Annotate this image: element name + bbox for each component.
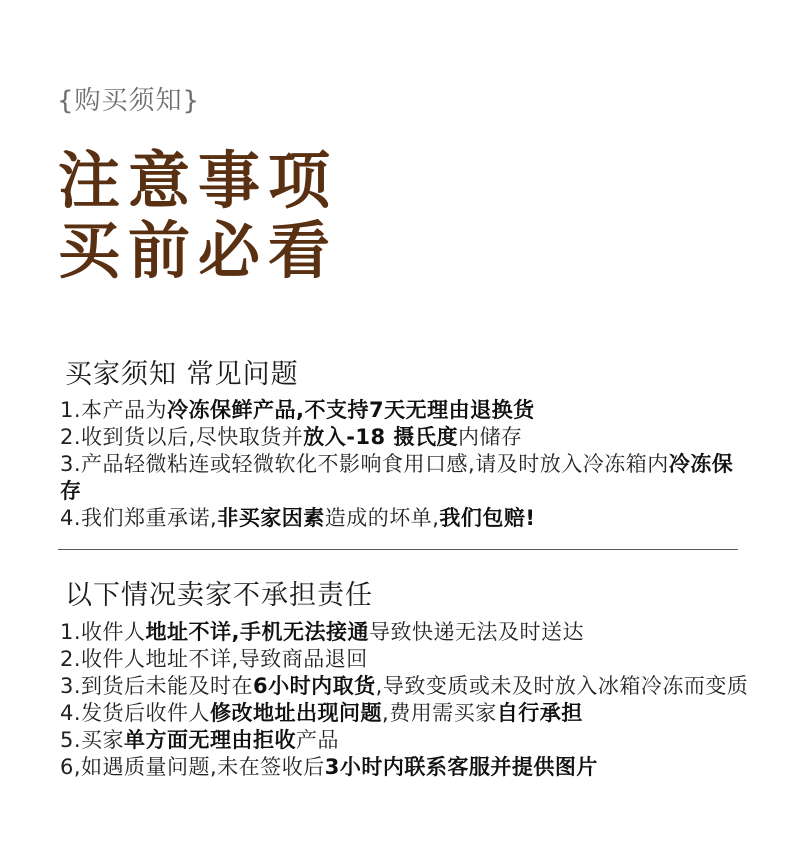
emphasis-text: 6小时内取货 xyxy=(253,674,376,698)
item-text: 6,如遇质量问题,未在签收后 xyxy=(60,755,325,779)
item-text: 4.发货后收件人 xyxy=(60,701,211,725)
emphasis-text: 单方面无理由拒收 xyxy=(124,728,297,752)
item-text: 1.收件人 xyxy=(60,620,146,644)
list-item xyxy=(60,424,750,451)
emphasis-text: 冷冻保鲜产品,不支持7天无理由退换货 xyxy=(167,398,535,422)
list-item xyxy=(60,646,750,673)
item-text: ,费用需买家 xyxy=(382,701,497,725)
buyer-notice-list xyxy=(60,397,750,532)
seller-disclaimer-list xyxy=(60,619,750,781)
list-item xyxy=(60,727,750,754)
item-text: 3.到货后未能及时在 xyxy=(60,674,254,698)
section-divider xyxy=(58,549,738,550)
emphasis-text: 自行承担 xyxy=(496,701,583,725)
emphasis-text: 3小时内联系客服并提供图片 xyxy=(324,755,598,779)
section-title-buyer-notice: 买家须知 常见问题 xyxy=(65,359,299,390)
emphasis-text: 地址不详,手机无法接通 xyxy=(145,620,370,644)
emphasis-text: 我们包赔! xyxy=(439,506,536,530)
list-item xyxy=(60,619,750,646)
emphasis-text: 非买家因素 xyxy=(217,506,325,530)
item-text: 导致快递无法及时送达 xyxy=(369,620,585,644)
item-text: 产品 xyxy=(296,728,340,752)
item-text: 内储存 xyxy=(457,425,523,449)
item-text: 2.收到货以后,尽快取货并 xyxy=(60,425,304,449)
headline-line-2: 买前必看 xyxy=(58,214,339,287)
list-item xyxy=(60,397,750,424)
item-text: 4.我们郑重承诺, xyxy=(60,506,218,530)
notice-subtitle: {购买须知} xyxy=(57,86,201,116)
list-item xyxy=(60,505,750,532)
section-title-seller-disclaimer: 以下情况卖家不承担责任 xyxy=(65,580,373,611)
item-text: 1.本产品为 xyxy=(60,398,168,422)
list-item xyxy=(60,451,750,505)
item-text: 5.买家 xyxy=(60,728,125,752)
headline-line-1: 注意事项 xyxy=(58,144,339,217)
emphasis-text: 放入-18 摄氏度 xyxy=(303,425,458,449)
item-text: ,导致变质或未及时放入冰箱冷冻而变质 xyxy=(375,674,749,698)
emphasis-text: 冷冻保存 xyxy=(60,452,734,503)
item-text: 2.收件人地址不详,导致商品退回 xyxy=(60,647,368,671)
list-item xyxy=(60,673,750,700)
emphasis-text: 修改地址出现问题 xyxy=(210,701,383,725)
item-text: 造成的坏单, xyxy=(324,506,440,530)
list-item xyxy=(60,754,750,781)
item-text: 3.产品轻微粘连或轻微软化不影响食用口感,请及时放入冷冻箱内 xyxy=(60,452,669,476)
list-item xyxy=(60,700,750,727)
